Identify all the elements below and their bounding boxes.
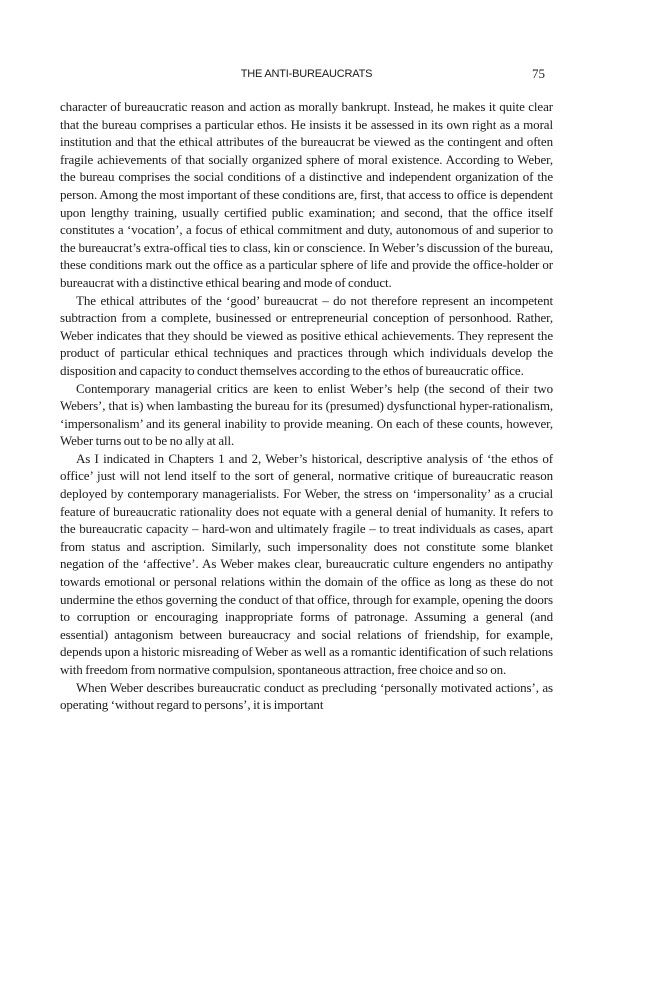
page-number: 75 (532, 66, 545, 81)
paragraph-continued: character of bureaucratic reason and action as morally bankrupt. Instead, he makes it quite clear that the bureau comprises a particular ethos. He insists it be assessed in its own right as a moral institution and that the ethical attributes of the bureaucrat be viewed as the contingent and often fragile achievements of that socially organized sphere of moral existence. According to Weber, the bureau comprises the social conditions of a distinctive and independent organization of the person. Among the most important of these conditions are, first, that access to office is dependent upon lengthy training, usually certified public examination; and second, that the office itself constitutes a ‘vocation’, a focus of ethical commitment and duty, autonomous of and superior to the bureaucrat’s extra-offical ties to class, kin or conscience. In Weber’s discussion of the bureau, these conditions mark out the office as a particular sphere of life and provide the office-holder or bureaucrat with a distinctive ethical bearing and mode of conduct. (60, 99, 553, 290)
paragraph: When Weber describes bureaucratic conduct as precluding ‘personally motivated actions’, as operating ‘without regard to persons’, it is important (60, 679, 553, 713)
paragraph: The ethical attributes of the ‘good’ bureaucrat – do not therefore represent an incompetent subtraction from a complete, businessed or entrepreneurial conception of personhood. Rather, Weber indicates that they should be viewed as positive ethical achievements. They represent the product of particular ethical techniques and practices through which individuals develop the disposition and capacity to conduct themselves according to the ethos of bureaucratic office. (60, 292, 553, 378)
paragraph: As I indicated in Chapters 1 and 2, Weber’s historical, descriptive analysis of ‘the ethos of office’ just will not lend itself to the sort of general, normative critique of bureaucratic reason deployed by contemporary managerialists. For Weber, the stress on ‘impersonality’ as a crucial feature of bureaucratic rationality does not equate with a general denial of humanity. It refers to the bureaucratic capacity – hard-won and ultimately fragile – to treat individuals as cases, apart from status and ascription. Similarly, such impersonality does not constitute some blanket negation of the ‘affective’. As Weber makes clear, bureaucratic culture engenders no antipathy towards emotional or personal relations within the domain of the office as long as these do not undermine the ethos governing the conduct of that office, through for example, opening the doors to corruption or encouraging inappropriate forms of patronage. Assuming a general (and essential) antagonism between bureaucracy and social relations of friendship, for example, depends upon a historic misreading of Weber as well as a romantic identification of such relations with freedom from normative compulsion, spontaneous attraction, free choice and so on. (60, 450, 553, 677)
body-text (60, 98, 553, 714)
running-head (60, 66, 553, 82)
paragraph: Contemporary managerial critics are keen to enlist Weber’s help (the second of their two Webers’, that is) when lambasting the bureau for its (presumed) dysfunctional hyper-rationalism, ‘impersonalism’ and its general inability to provide meaning. On each of these counts, however, Weber turns out to be no ally at all. (60, 380, 553, 449)
running-title: THE ANTI-BUREAUCRATS (240, 68, 373, 80)
